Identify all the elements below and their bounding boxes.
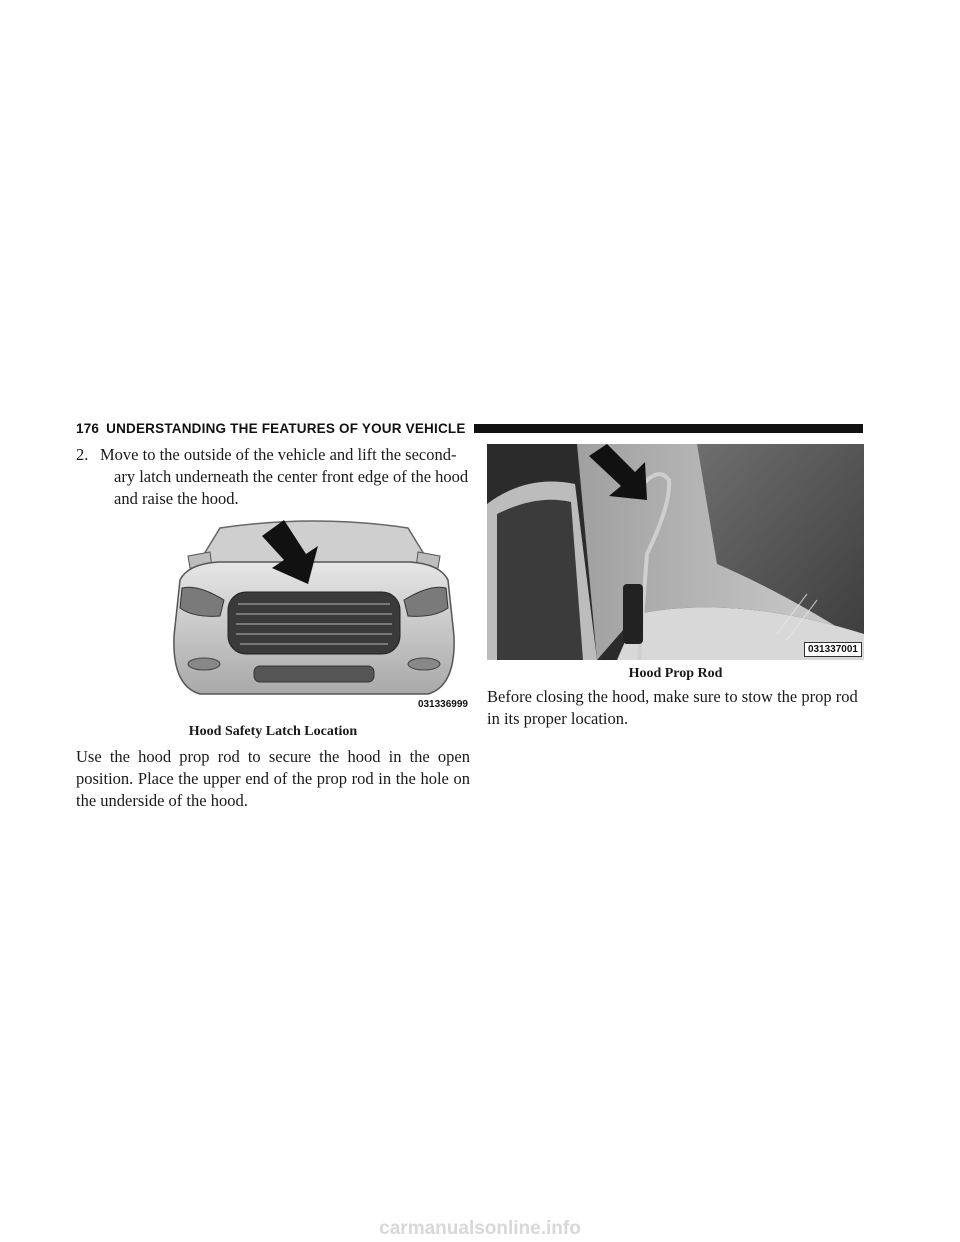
body-paragraph: Use the hood prop rod to secure the hood in the open position. Place the upper end of the prop rod in the hole on the underside of the hood.: [76, 747, 470, 810]
section-title: UNDERSTANDING THE FEATURES OF YOUR VEHICLE: [106, 420, 466, 436]
watermark: carmanualsonline.info: [379, 1218, 581, 1239]
hood-latch-figure: [158, 516, 470, 716]
header-rule: [474, 424, 863, 433]
figure-id: 031336999: [417, 699, 468, 710]
step-text: Move to the outside of the vehicle and lift the second-ary latch underneath the center front edge of the hood and raise the hood.: [100, 445, 469, 508]
step-number: 2.: [76, 445, 89, 464]
car-front-illustration: [158, 516, 470, 716]
figure-id: 031337001: [804, 642, 862, 657]
figure-caption: Hood Safety Latch Location: [188, 724, 358, 739]
body-paragraph: Before closing the hood, make sure to stow the prop rod in its proper location.: [487, 687, 858, 728]
page-number: 176: [76, 420, 100, 436]
prop-rod-figure: [487, 444, 864, 660]
page-header: [76, 418, 863, 438]
prop-rod-photo: [487, 444, 864, 660]
figure-caption: Hood Prop Rod: [628, 666, 723, 681]
step-2: [76, 444, 470, 510]
